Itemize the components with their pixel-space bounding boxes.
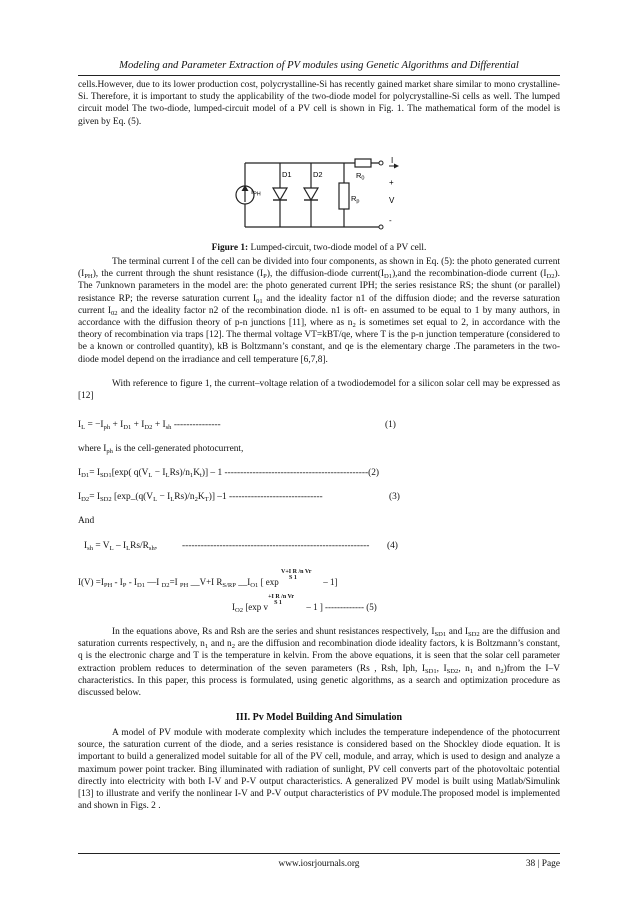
figure-caption [78, 243, 560, 253]
label-iph: I [251, 187, 254, 196]
section-heading: III. Pv Model Building And Simulation [235, 712, 403, 723]
svg-text:R0: $R_0$ [356, 171, 365, 182]
two-diode-circuit-diagram [231, 157, 409, 235]
equation-3-number: (3) [389, 492, 400, 502]
intro-paragraph: cells.However, due to its lower production cost, polycrystalline-Si has recently gained market share similar to mono crystalline-Si. Therefore, it is important to study the applicability of the two-diode model for polycrystalline-Si cells as well. The lumped circuit model The two-diode, lumped-circuit model of a PV cell is shown in Fig. 1. The mathematical form of the model is given by Eq. (5). [78, 80, 560, 127]
label-plus: + [389, 178, 394, 187]
figure-caption-text: Lumped-circuit, two-diode model of a PV cell. [248, 243, 427, 253]
equation-4-dashes: ------------------------------------------------------------ [182, 541, 370, 551]
svg-text:IPH: $I_{PH}$ [251, 187, 261, 198]
footer-rule [78, 853, 560, 854]
header-rule [78, 75, 560, 76]
equation-5-line-2: $I_{O2}$ [exp v +I R /n Vr S 1 – 1 ] ------------- (5) [232, 594, 377, 614]
terminal-negative [379, 225, 383, 229]
footer-page-number: 38 | Page [525, 859, 560, 869]
figure-caption-label: Figure 1: [211, 243, 249, 253]
equation-1: $I_L = -I_{ph} + I_{D1} + I_{D2} + I_{sh}$ --------------- [78, 420, 221, 431]
running-header: Modeling and Parameter Extraction of PV modules using Genetic Algorithms and Differential [119, 60, 519, 71]
where-photocurrent: where $I_{ph}$ is the cell-generated photocurrent, [78, 444, 244, 455]
label-minus: - [389, 216, 392, 225]
diode-d1-icon [273, 188, 287, 200]
label-d1: D1 [282, 170, 292, 179]
equation-2: $I_{D1}= I_{SD1}[\exp$( $q(V_L - I_LRs)/n_1K_t)] - 1$ ----------------------------------------------(2) [78, 468, 380, 479]
equation-4: $I_{sh} = V_L - I_LRs/R_{sh}$, [84, 541, 158, 552]
iv-relation-paragraph: With reference to figure 1, the current–voltage relation of a twodiodemodel for a silicon solar cell may be expressed as [12] [78, 379, 560, 402]
parameters-paragraph: In the equations above, Rs and Rsh are the series and shunt resistances respectively, $I_{SD1}$ and $I_{SD2}$ are the diffusion and saturation currents respectively, $n_1$ and $n_2$ are the diffusion and recombination diode ideality factors, k is Boltzmann’s constant, q is the electronic charge and T is the temperature in kelvin. From the above equations, it is seen that the solar cell parameter extraction problem reduces to determination of the seven parameters (Rs , Rsh, Iph, $I_{SD1}$, $I_{SD2}$, $n_1$ and $n_2)from$ the I–V characteristics. In this paper, this process is formulated, using genetic algorithms, as a search and optimization procedure as discussed below. [78, 627, 560, 699]
diode-d2-icon [304, 188, 318, 200]
label-rs: R [356, 171, 362, 180]
and-text: And [78, 516, 95, 526]
terminal-positive [379, 161, 383, 165]
equation-1-number: (1) [385, 420, 396, 430]
circuit-figure [231, 157, 409, 240]
equation-5-line-1: $I(V) =I_{PH} - I_P - I_{D1}$ —I $_{D2}$=I $_{PH}$ __V+I $R_{S/RP}$ $\_\_I_{O1}$ [ exp V+I R /n Vr S 1 – 1] [78, 569, 338, 589]
equation-3: $I_{D2}= I_{SD2}$ $[\exp\_(q(V_L - I_LRs)/n_2K_T)]$ –1 ------------------------------ [78, 492, 323, 503]
series-resistor-icon [355, 159, 371, 167]
label-v: V [389, 196, 395, 205]
equation-4-number: (4) [387, 541, 398, 551]
label-d2: D2 [313, 170, 323, 179]
label-rp: R [351, 194, 357, 203]
pv-model-paragraph: A model of PV module with moderate complexity which includes the temperature independence of the photocurrent source, the saturation current of the diode, and a series resistance is considered based on the Shockley diode equation. It is important to build a generalized model suitable for all of the PV cell, module, and array, which is used to design and analyze a maximum power point tracker. Bing illuminated with radiation of sunlight, PV cell converts part of the photovoltaic potential directly into electricity with both I-V and P-V output characteristics. A generalized PV model is built using Matlab/Simulink [13] to illustrate and verify the nonlinear I-V and P-V output characteristics of PV module.The proposed model is implemented and shown in Figs. 2 . [78, 728, 560, 812]
shunt-resistor-icon [339, 183, 349, 209]
svg-text:Rp: $R_p$ [351, 194, 360, 205]
footer-url: www.iosrjournals.org [278, 859, 360, 869]
components-paragraph: The terminal current I of the cell can be divided into four components, as shown in Eq. (5): the photo generated current $(I_{PH})$, the current through the shunt resistance $(I_P)$, the diffusion-diode $current(I_{D1}),and$ the recombination-diode current $(I_{D2})$. The 7unknown parameters in the model are: the photo generated current IPH; the series resistance RS; the shunt (or parallel) resistance RP; the reverse saturation current $I_{01}$ and the ideality factor n1 of the diffusion diode; and the reverse saturation current $I_{02}$ and the ideality factor n2 of the recombination diode. n1 is oft- en assumed to be equal to 1 by many authors, in accordance with the diffusion theory of p-n junctions [11], where as $n_2$ is sometimes set equal to 2, in accordance with the theory of recombination via traps [12]. The thermal voltage VT=kBT/qe, where T is the p-n junction temperature (considered to be a known or controlled quantity), kB is Boltzmann’s constant, and qe is the elementary charge .The parameters in the two-diode model depend on the irradiance and cell temperature [6,7,8]. [78, 257, 561, 365]
label-i: I [391, 157, 394, 165]
